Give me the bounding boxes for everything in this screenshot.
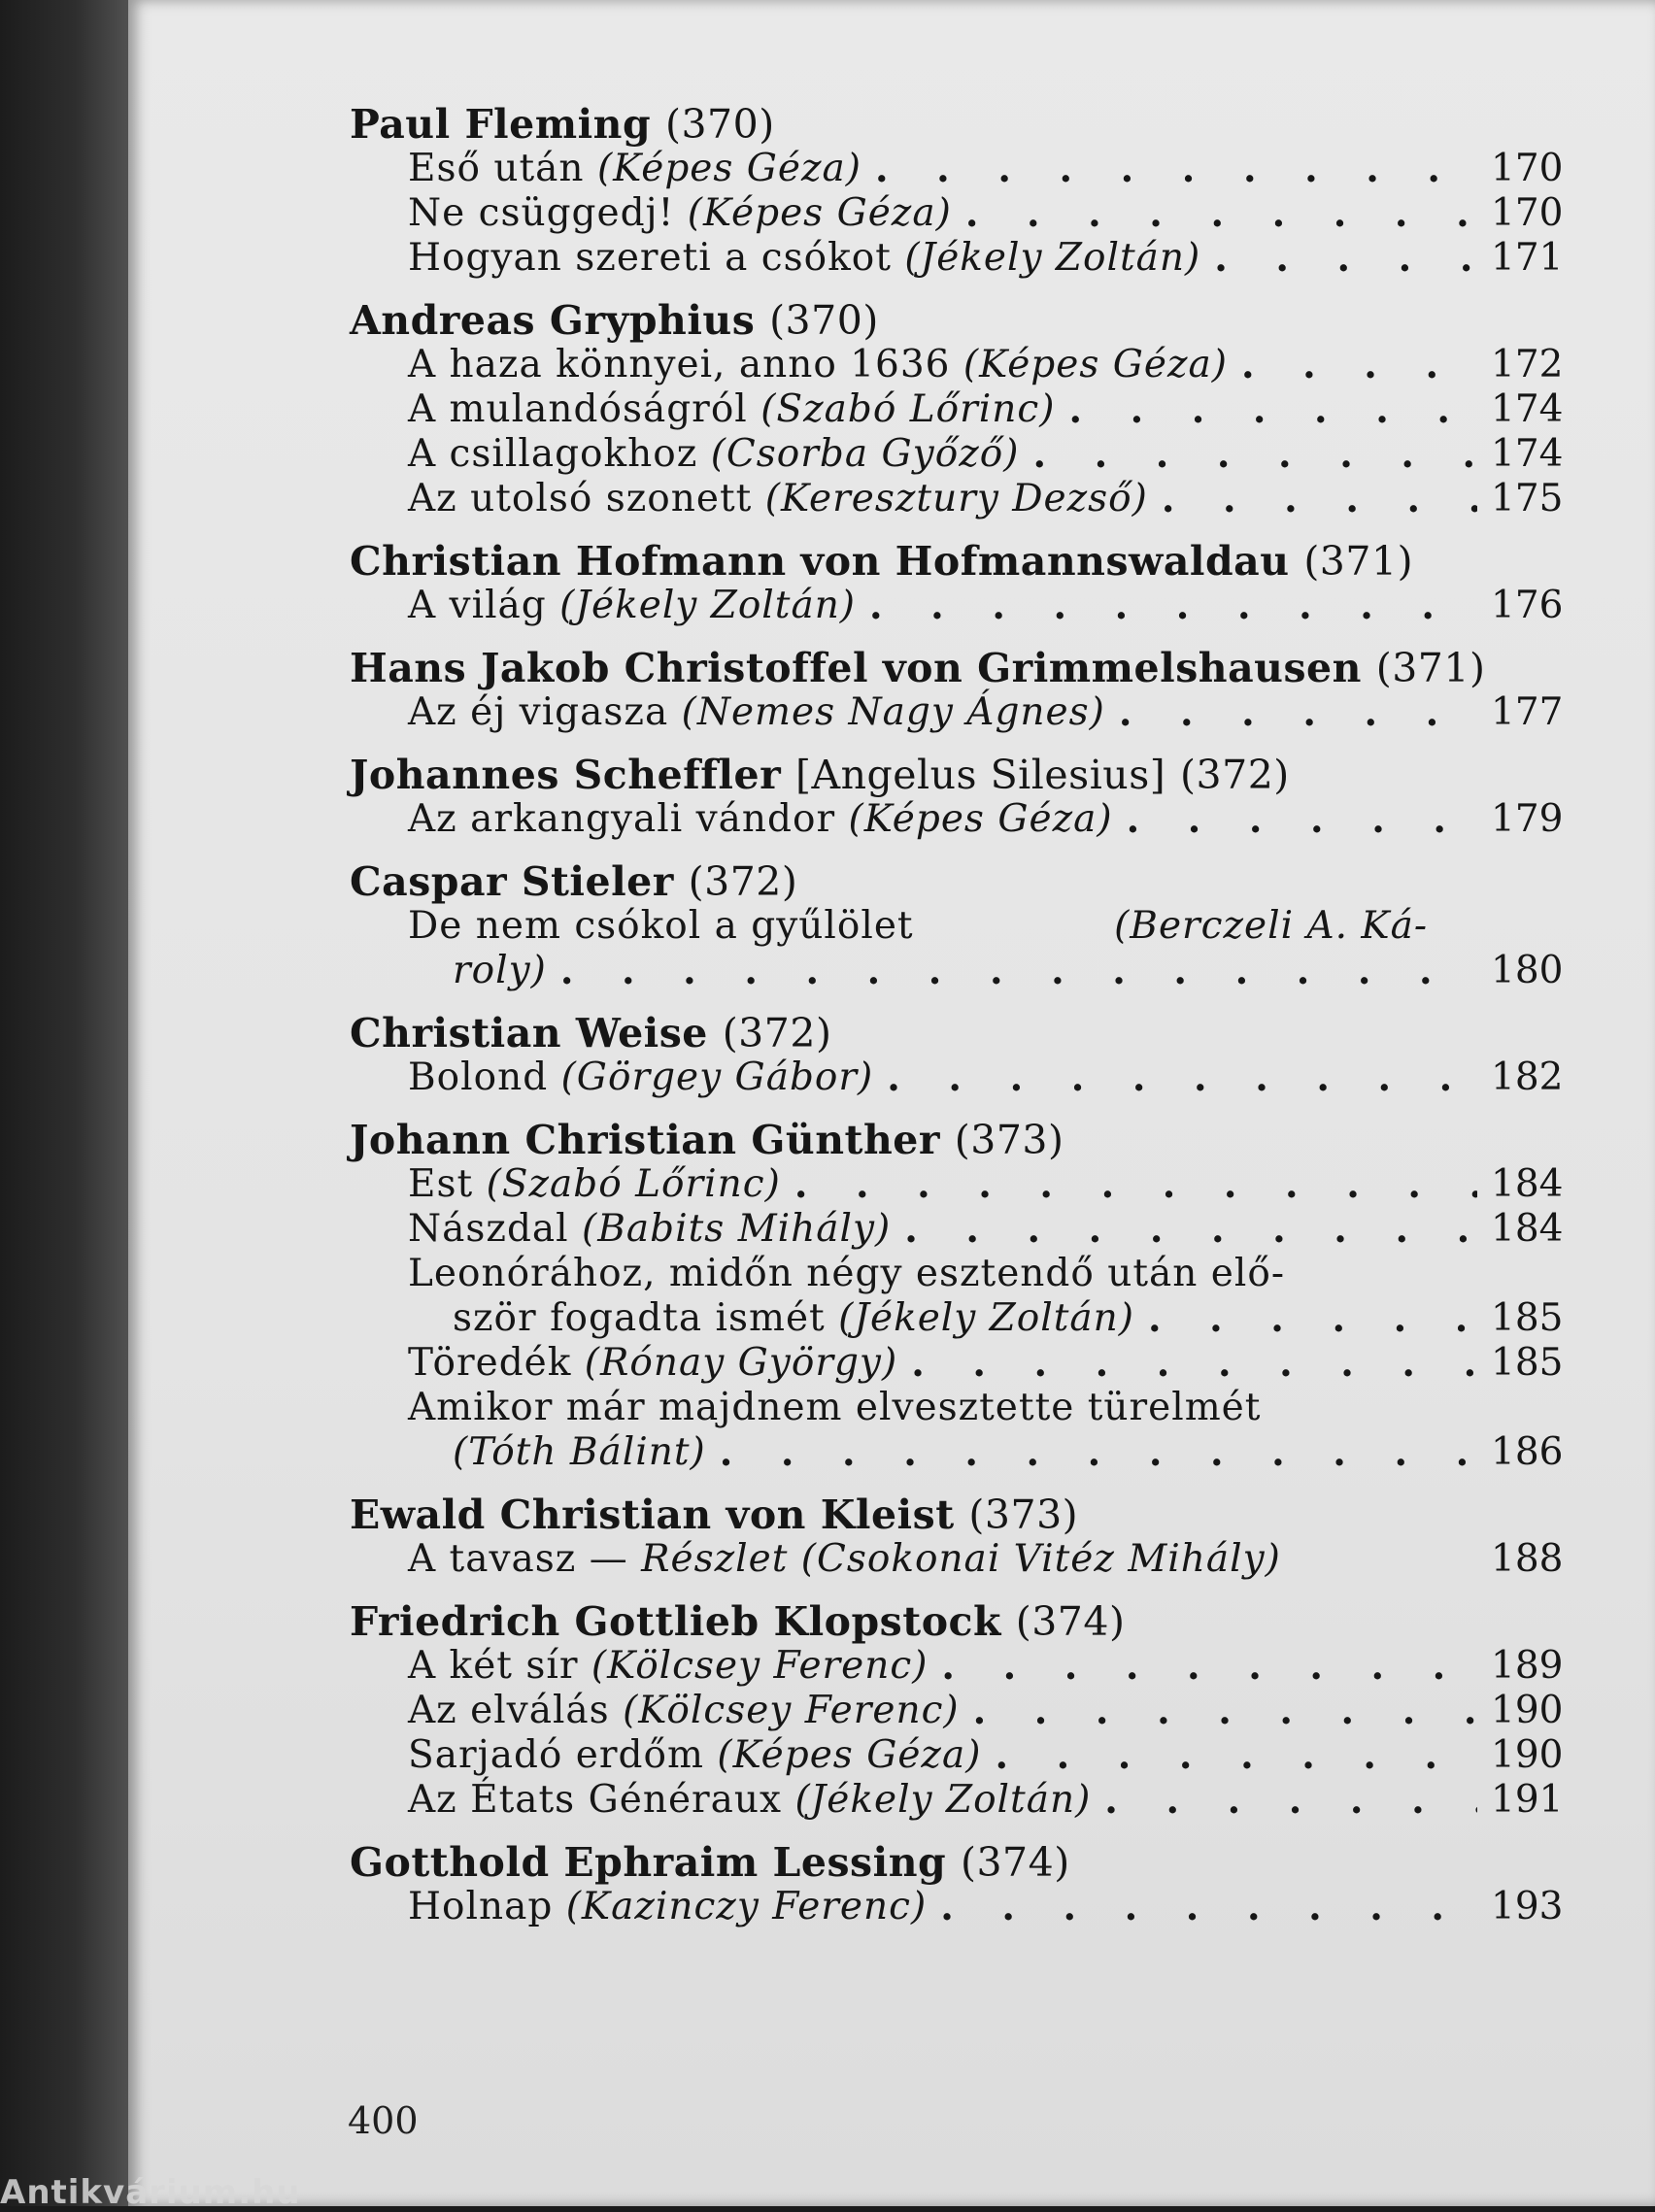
author-heading: Christian Hofmann von Hofmannswaldau (371) xyxy=(350,538,1414,585)
author-heading: Caspar Stieler (372) xyxy=(350,858,798,905)
toc-entry: Leonórához, midőn négy esztendő után elő- ször fogadta ismét (Jékely Zoltán) . . . 185 xyxy=(350,1252,1559,1341)
toc-entry: A csillagokhoz (Csorba Győző) . . . 174 xyxy=(350,432,1559,477)
toc-entry: Eső után (Képes Géza) . . . 170 xyxy=(350,147,1559,191)
author-heading: Johann Christian Günther (373) xyxy=(350,1117,1064,1163)
toc-entry: A tavasz — Részlet (Csokonai Vitéz Mihály) 188 xyxy=(408,1537,1564,1581)
toc-entry: Az elválás (Kölcsey Ferenc) . . . 190 xyxy=(350,1689,1559,1733)
author-heading: Hans Jakob Christoffel von Grimmelshausen (371) xyxy=(350,645,1486,691)
toc-entry: Az utolsó szonett (Keresztury Dezső) . . . 175 xyxy=(350,477,1559,521)
toc-entry: Hogyan szereti a csókot (Jékely Zoltán) . . . 171 xyxy=(350,236,1559,281)
toc-entry: A világ (Jékely Zoltán) . . . 176 xyxy=(350,584,1559,628)
watermark: Antikvárium.hu xyxy=(0,2173,301,2212)
toc-entry: Sarjadó erdőm (Képes Géza) . . . 190 xyxy=(350,1733,1559,1778)
author-heading: Andreas Gryphius (370) xyxy=(350,297,879,344)
toc-entry: Töredék (Rónay György) . . . 185 xyxy=(350,1341,1559,1386)
toc-entry: Az États Généraux (Jékely Zoltán) . . . 191 xyxy=(350,1778,1559,1823)
author-heading: Friedrich Gottlieb Klopstock (374) xyxy=(350,1598,1126,1645)
toc-entry: Bolond (Görgey Gábor) . . . 182 xyxy=(350,1056,1559,1100)
author-heading: Christian Weise (372) xyxy=(350,1010,832,1056)
toc-entry: De nem csókol a gyűlölet (Berczeli A. Ká- roly) . . . 180 xyxy=(350,904,1559,993)
author-heading: Paul Fleming (370) xyxy=(350,101,775,148)
toc-entry: Nászdal (Babits Mihály) . . . 184 xyxy=(350,1207,1559,1252)
author-heading: Ewald Christian von Kleist (373) xyxy=(350,1491,1079,1538)
page-number: 400 xyxy=(348,2099,419,2142)
toc-entry: A két sír (Kölcsey Ferenc) . . . 189 xyxy=(350,1644,1559,1689)
author-heading: Johannes Scheffler [Angelus Silesius] (372) xyxy=(350,752,1290,798)
toc-entry: Az éj vigasza (Nemes Nagy Ágnes) . . . 177 xyxy=(350,690,1559,735)
toc-entry: Est (Szabó Lőrinc) . . . 184 xyxy=(350,1162,1559,1207)
table-of-contents xyxy=(350,101,1564,1929)
author-heading: Gotthold Ephraim Lessing (374) xyxy=(350,1839,1070,1886)
toc-entry: Az arkangyali vándor (Képes Géza) . . . 179 xyxy=(350,797,1559,842)
toc-entry: Holnap (Kazinczy Ferenc) . . . 193 xyxy=(350,1885,1559,1929)
book-spine xyxy=(0,0,136,2206)
toc-entry: A mulandóságról (Szabó Lőrinc) . . . 174 xyxy=(350,387,1559,432)
toc-entry: Amikor már majdnem elvesztette türelmét (Tóth Bálint) . . . 186 xyxy=(350,1386,1559,1475)
toc-entry: A haza könnyei, anno 1636 (Képes Géza) . . . 172 xyxy=(350,343,1559,387)
toc-entry: Ne csüggedj! (Képes Géza) . . . 170 xyxy=(350,191,1559,236)
